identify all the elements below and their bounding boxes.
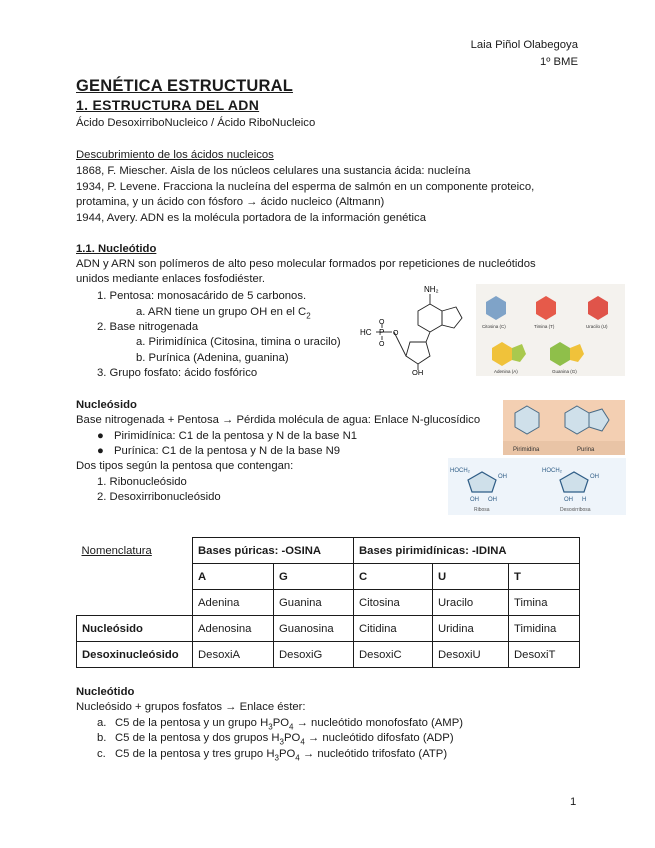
table-cell: Adenina — [193, 590, 274, 616]
oh-label: OH — [590, 474, 599, 480]
table-cell: DesoxiC — [354, 642, 433, 668]
list-item: 2. Base nitrogenada — [97, 321, 199, 333]
list-item: a. C5 de la pentosa y un grupo $H_3PO_4$ → nucleótido monofosfato (AMP) — [97, 717, 464, 732]
table-cell: Timina — [509, 590, 580, 616]
guanine-ring — [550, 342, 570, 366]
oxygen-label: O — [379, 341, 385, 348]
list-item: a. ARN tiene un grupo OH en el $C_2$ — [136, 306, 311, 321]
nucleotide-structure-diagram — [360, 282, 472, 376]
oh-label: OH — [564, 497, 573, 503]
list-item: a. Pirimidínica (Citosina, timina o uracilo) — [136, 336, 341, 348]
hoch2-label: HOCH₂ — [450, 468, 470, 474]
table-cell: Uracilo — [433, 590, 509, 616]
oh-label: OH — [498, 474, 507, 480]
table-row — [77, 616, 580, 642]
thymine-label: Timina (T) — [534, 324, 555, 329]
purine-ring — [589, 409, 609, 431]
oh-label: OH — [488, 497, 497, 503]
table-cell: A — [193, 564, 274, 590]
nitrogenous-bases-figure — [476, 284, 625, 376]
purine-label: Purina — [577, 447, 595, 453]
page-number: 1 — [570, 796, 577, 808]
adenine-ring — [512, 344, 526, 362]
table-corner-label: Nomenclatura — [81, 544, 152, 557]
deoxyribose-ring — [560, 472, 588, 492]
guanine-ring — [570, 344, 584, 362]
table-group-header: Bases pirimidínicas: -IDINA — [354, 538, 580, 564]
oxygen-label: O — [379, 319, 385, 326]
discovery-line: 1868, F. Miescher. Aisla de los núcleos celulares una sustancia ácida: nucleína — [76, 165, 471, 177]
nucleotide2-line: Nucleósido + grupos fosfatos → Enlace éster: — [76, 701, 306, 713]
discovery-heading: Descubrimiento de los ácidos nucleicos — [76, 149, 274, 161]
adenine-ring — [492, 342, 512, 366]
list-item: 1. Pentosa: monosacárido de 5 carbonos. — [97, 290, 307, 302]
nucleoside-line: Base nitrogenada + Pentosa → Pérdida molécula de agua: Enlace N-glucosídico — [76, 414, 481, 426]
cytosine-label: Citosina (C) — [482, 324, 506, 329]
list-item: 3. Grupo fosfato: ácido fosfórico — [97, 367, 258, 379]
table-cell: Uridina — [433, 616, 509, 642]
table-group-header: Bases púricas: -OSINA — [193, 538, 354, 564]
author-name: Laia Piñol Olabegoya — [470, 39, 578, 51]
table-cell: DesoxiG — [274, 642, 354, 668]
nucleotide-heading: 1.1. Nucleótido — [76, 243, 157, 255]
table-cell: DesoxiT — [509, 642, 580, 668]
discovery-line: 1934, P. Levene. Fracciona la nucleína del esperma de salmón en un componente proteico, — [76, 181, 535, 193]
course-label: 1º BME — [539, 56, 578, 68]
ribose-ring — [468, 472, 496, 492]
table-cell: C — [354, 564, 433, 590]
table-cell: Citidina — [354, 616, 433, 642]
list-item: c. C5 de la pentosa y tres grupo $H_3PO_4$ → nucleótido trifosfato (ATP) — [97, 748, 448, 763]
oxygen-label: O — [393, 330, 399, 337]
list-item: 2. Desoxirribonucleósido — [97, 491, 221, 503]
table-row — [77, 590, 580, 616]
guanine-label: Guanina (G) — [552, 369, 577, 374]
table-row-label: Nucleósido — [77, 616, 193, 642]
table-cell: Guanosina — [274, 616, 354, 642]
list-item: b. C5 de la pentosa y dos grupos $H_3PO_4$ → nucleótido difosfato (ADP) — [97, 732, 454, 747]
table-row-label: Desoxinucleósido — [77, 642, 193, 668]
table-cell: Timidina — [509, 616, 580, 642]
page-title: GENÉTICA ESTRUCTURAL — [76, 77, 293, 95]
nucleoside-heading: Nucleósido — [76, 399, 137, 411]
table-row — [77, 642, 580, 668]
list-item: ● Purínica: C1 de la pentosa y N de la base N9 — [97, 445, 341, 457]
nucleoside-types-intro: Dos tipos según la pentosa que contengan: — [76, 460, 294, 472]
h-label: H — [582, 497, 587, 503]
discovery-line: 1944, Avery. ADN es la molécula portadora de la información genética — [76, 212, 426, 224]
section-heading: 1. ESTRUCTURA DEL ADN — [76, 97, 260, 113]
thymine-ring — [536, 296, 556, 320]
hoch2-label: HOCH₂ — [542, 468, 562, 474]
phosphate-label: HC — [360, 328, 372, 337]
pyrimidine-ring — [515, 406, 539, 434]
nucleotide-intro: ADN y ARN son polímeros de alto peso molecular formados por repeticiones de nucleótidos — [76, 258, 536, 270]
purine-ring — [565, 406, 589, 434]
hydroxyl-label: OH — [412, 368, 424, 376]
table-cell: DesoxiU — [433, 642, 509, 668]
table-cell: DesoxiA — [193, 642, 274, 668]
phosphorus-label: P — [379, 328, 385, 337]
cytosine-ring — [486, 296, 506, 320]
table-cell: U — [433, 564, 509, 590]
table-cell: Adenosina — [193, 616, 274, 642]
oh-label: OH — [470, 497, 479, 503]
section-subtitle: Ácido DesoxirriboNucleico / Ácido RiboNucleico — [76, 117, 316, 129]
list-item: 1. Ribonucleósido — [97, 476, 187, 488]
table-row — [77, 538, 580, 564]
table-cell: Guanina — [274, 590, 354, 616]
nucleotide2-heading: Nucleótido — [76, 686, 135, 698]
nomenclature-table — [76, 537, 580, 668]
pyrimidine-label: Pirimidina — [513, 447, 540, 453]
uracil-label: Uracilo (U) — [586, 324, 608, 329]
base-rings-figure — [503, 400, 625, 455]
table-cell: T — [509, 564, 580, 590]
table-cell: Citosina — [354, 590, 433, 616]
list-item: ● Pirimidínica: C1 de la pentosa y N de la base N1 — [97, 430, 358, 442]
table-cell: G — [274, 564, 354, 590]
discovery-line: protamina, y un ácido con fósforo → ácido nucleico (Altmann) — [76, 196, 385, 208]
amino-group-label: NH₂ — [424, 285, 439, 294]
deoxyribose-label: Desoxirribosa — [560, 507, 591, 513]
nucleotide-intro: unidos mediante enlaces fosfodiéster. — [76, 273, 266, 285]
uracil-ring — [588, 296, 608, 320]
ribose-label: Ribosa — [474, 507, 490, 513]
table-row — [77, 564, 580, 590]
pentose-figure — [448, 458, 626, 515]
list-item: b. Purínica (Adenina, guanina) — [136, 352, 289, 364]
adenine-label: Adenina (A) — [494, 369, 518, 374]
